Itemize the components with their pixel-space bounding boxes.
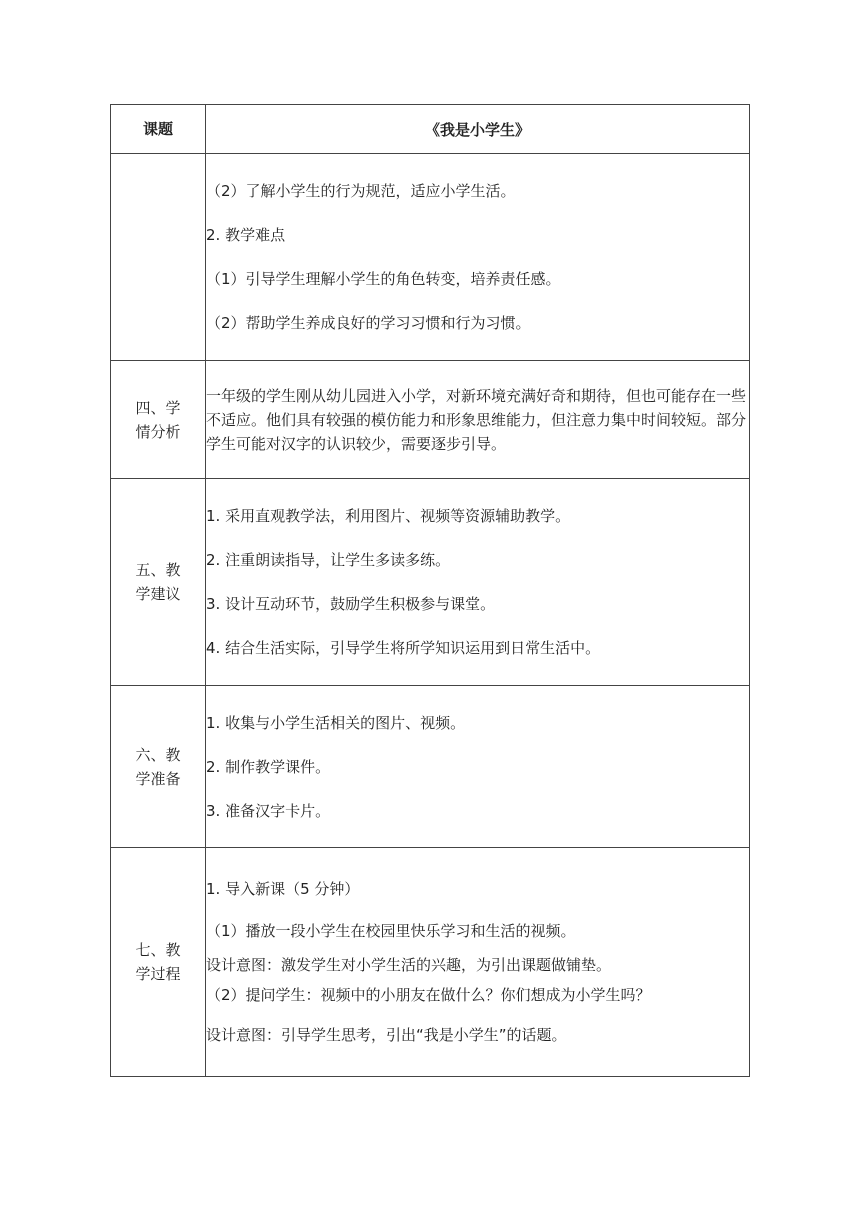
- row-label: 六、教学准备: [135, 745, 181, 788]
- list-item: 2. 制作教学课件。: [206, 757, 331, 776]
- header-label-cell: [111, 105, 206, 154]
- row-content-cell: [206, 686, 750, 848]
- row-label: 四、学情分析: [135, 398, 181, 441]
- row-label: 五、教学建议: [135, 561, 181, 603]
- row-content-cell: [206, 361, 750, 479]
- table-header-row: [111, 105, 750, 154]
- list-item: （2）帮助学生养成良好的学习习惯和行为习惯。: [206, 314, 531, 332]
- list-item: 设计意图：激发学生对小学生活的兴趣，为引出课题做铺垫。: [206, 956, 612, 974]
- analysis-paragraph: 一年级的学生刚从幼儿园进入小学，对新环境充满好奇和期待，但也可能存在一些不适应。他们具有较强的模仿能力和形象思维能力，但注意力集中时间较短。部分学生可能对汉字的认识较少，需要逐步引导。: [206, 386, 747, 453]
- lesson-title: 《我是小学生》: [424, 120, 530, 139]
- row-label-cell: [111, 479, 206, 686]
- list-item: 3. 设计互动环节，鼓励学生积极参与课堂。: [206, 595, 496, 613]
- list-item: （2）了解小学生的行为规范，适应小学生活。: [206, 182, 516, 200]
- list-item: 3. 准备汉字卡片。: [206, 801, 331, 820]
- row-label: 七、教学过程: [135, 941, 181, 983]
- lesson-plan-table: [110, 104, 750, 1077]
- list-item: （2）提问学生：视频中的小朋友在做什么？你们想成为小学生吗？: [206, 986, 651, 1004]
- list-item: 1. 导入新课（5 分钟）: [206, 880, 360, 898]
- row-label-cell: [111, 154, 206, 361]
- row-label-cell: [111, 848, 206, 1077]
- row-label-cell: [111, 686, 206, 848]
- table-row-suggestions: [111, 479, 750, 686]
- list-item: 2. 教学难点: [206, 226, 286, 244]
- list-item: 1. 采用直观教学法，利用图片、视频等资源辅助教学。: [206, 507, 571, 525]
- list-item: 4. 结合生活实际，引导学生将所学知识运用到日常生活中。: [206, 639, 601, 657]
- list-item: （1）引导学生理解小学生的角色转变，培养责任感。: [206, 270, 561, 288]
- row-label-cell: [111, 361, 206, 479]
- table-row-student-analysis: [111, 361, 750, 479]
- table-row-preparation: [111, 686, 750, 848]
- row-content-cell: [206, 848, 750, 1077]
- table-row-objectives: [111, 154, 750, 361]
- list-item: 设计意图：引导学生思考，引出“我是小学生”的话题。: [206, 1026, 567, 1044]
- header-title-cell: [206, 105, 750, 154]
- row-content-cell: [206, 479, 750, 686]
- list-item: 1. 收集与小学生活相关的图片、视频。: [206, 713, 466, 732]
- row-content-cell: [206, 154, 750, 361]
- header-label: 课题: [142, 120, 173, 138]
- list-item: 2. 注重朗读指导，让学生多读多练。: [206, 551, 451, 569]
- list-item: （1）播放一段小学生在校园里快乐学习和生活的视频。: [206, 922, 576, 940]
- table-row-process: [111, 848, 750, 1077]
